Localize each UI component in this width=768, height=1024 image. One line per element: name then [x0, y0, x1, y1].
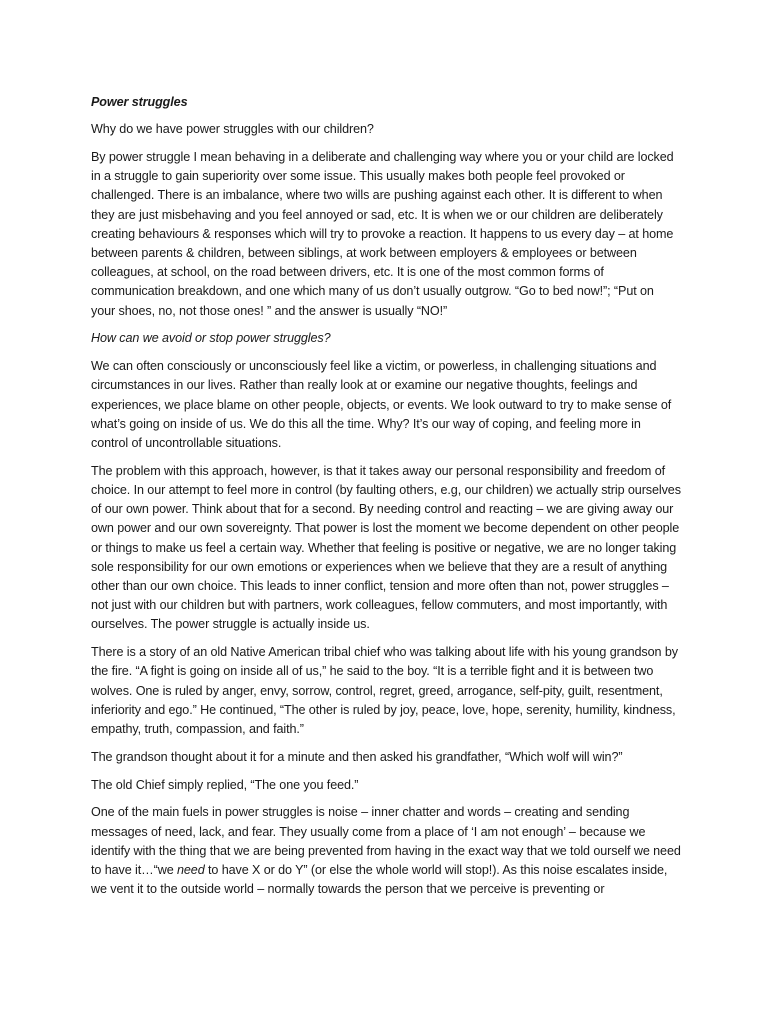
paragraph-victim: We can often consciously or unconsciously feel like a victim, or powerless, in challenging situations and circumstances in our lives. Rather than really look at or examine our negative thoughts, feelings and experiences, we place blame on other people, objects, or events. We look outward to try to make sense of what’s going on inside of us. We do this all the time. Why? It’s our way of coping, and feeling more in control of uncontrollable situations.: [91, 359, 672, 451]
section-subheading: How can we avoid or stop power struggles?: [91, 331, 331, 346]
noise-text-start: One of the main fuels in power struggles is noise – inner chatter and words – creating and sending messages of need, lack, and fear. They usually come from a place of ‘I am not enough’ – because we identify with the thing that we are being prevented from having in the exact way that we told ourself we need to have it…“we: [91, 805, 681, 878]
noise-text-emphasis: need: [177, 863, 205, 878]
intro-question: Why do we have power struggles with our children?: [91, 122, 374, 137]
paragraph-story: There is a story of an old Native American tribal chief who was talking about life with his young grandson by the fire. “A fight is going on inside all of us,” he said to the boy. “It is a terrible fight and it is between two wolves. One is ruled by anger, envy, sorrow, control, regret, greed, arrogance, self-pity, guilt, resentment, inferiority and ego.” He continued, “The other is ruled by joy, peace, love, hope, serenity, humility, kindness, empathy, truth, compassion, and faith.”: [91, 645, 678, 737]
paragraph-noise: [91, 803, 681, 899]
paragraph-definition: By power struggle I mean behaving in a deliberate and challenging way where you or your child are locked in a struggle to gain superiority over some issue. This usually makes both people feel provoked or challenged. There is an imbalance, where two wills are pushing against each other. It is different to when they are just misbehaving and you feel annoyed or sad, etc. It is when we or our children are deliberately creating behaviours & responses which will try to provoke a reaction. It happens to us every day – at home between parents & children, between siblings, at work between employers & employees or between colleagues, at school, on the road between drivers, etc. It is one of the most common forms of communication breakdown, and one which many of us don’t usually outgrow. “Go to bed now!”; “Put on your shoes, no, not those ones! ” and the answer is usually “NO!”: [91, 150, 674, 318]
paragraph-problem: The problem with this approach, however, is that it takes away our personal responsibility and freedom of choice. In our attempt to feel more in control (by faulting others, e.g, our children) we actually strip ourselves of our own power. Think about that for a second. By needing control and reacting – we are giving away our own power and our own sovereignty. That power is lost the moment we become dependent on other people or things to make us feel a certain way. Whether that feeling is positive or negative, we are no longer taking sole responsibility for our own emotions or experiences when we believe that they are a result of anything other than our own choice. This leads to inner conflict, tension and more often than not, power struggles – not just with our children but with partners, work colleagues, fellow commuters, and most importantly, with ourselves. The power struggle is actually inside us.: [91, 463, 681, 632]
noise-text-end: to have X or do Y” (or else the whole world will stop!). As this noise escalates inside, we vent it to the outside world – normally towards the person that we perceive is preventing or: [91, 863, 668, 897]
paragraph-grandson: The grandson thought about it for a minute and then asked his grandfather, “Which wolf will win?”: [91, 749, 623, 764]
document-page: [91, 93, 681, 908]
document-title: Power struggles: [91, 95, 188, 109]
paragraph-chief: The old Chief simply replied, “The one you feed.”: [91, 777, 359, 792]
